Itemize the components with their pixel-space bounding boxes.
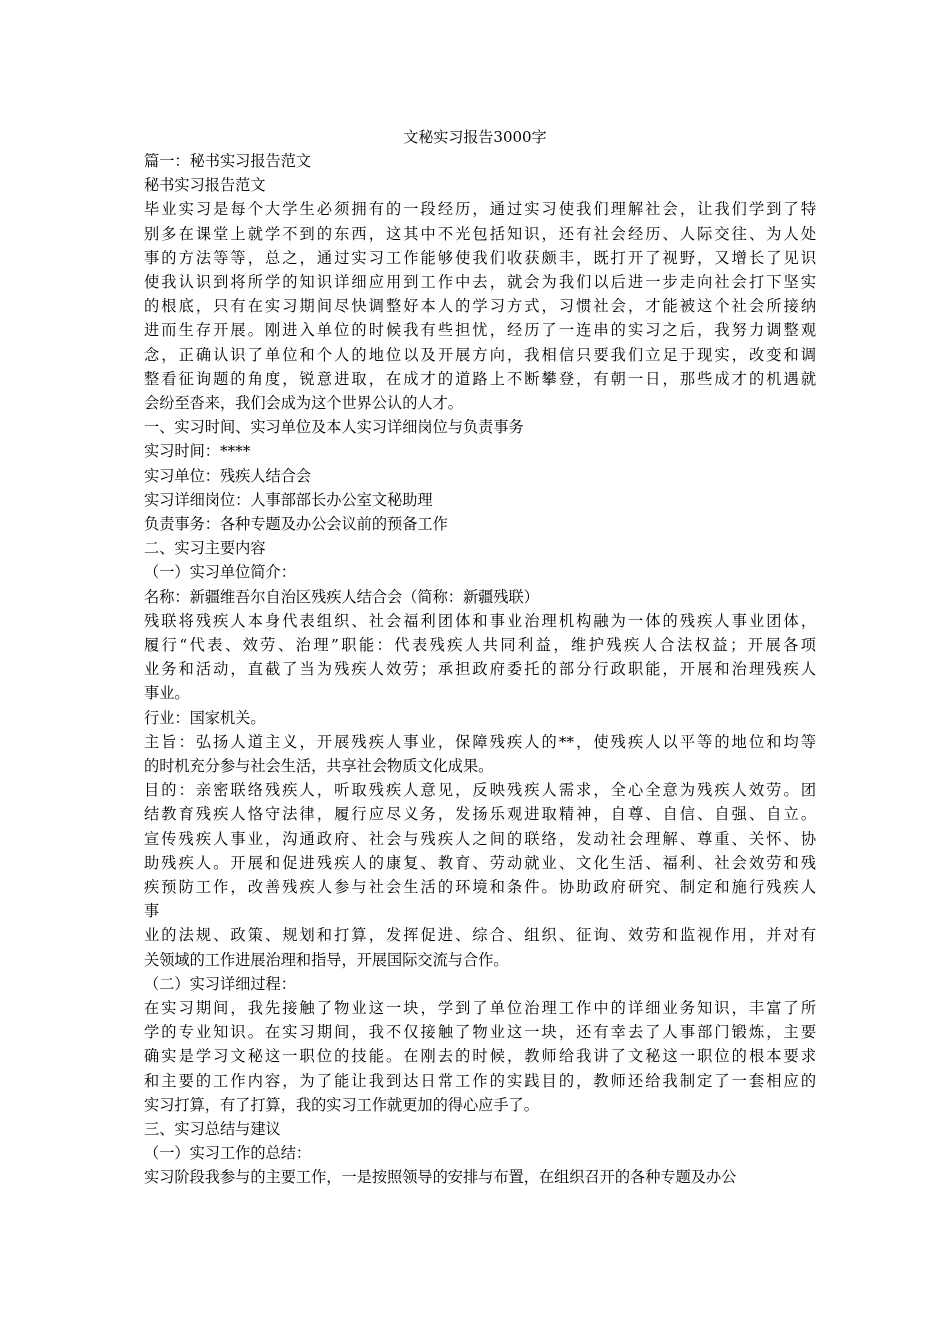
body-line: 关领域的工作进展治理和指导，开展国际交流与合作。 (144, 950, 509, 969)
body-line: 的时机充分参与社会生活，共享社会物质文化成果。 (144, 757, 494, 775)
body-line: 事业。 (144, 684, 190, 703)
body-line: 实习时间：**** (144, 442, 251, 461)
body-line: 实习详细岗位：人事部部长办公室文秘助理 (144, 490, 433, 509)
body-line: 疾预防工作，改善残疾人参与社会生活的环境和条件。协助政府研究、制定和施行残疾人 (144, 878, 816, 896)
body-line: 残联将残疾人本身代表组织、社会福利团体和事业治理机构融为一体的残疾人事业团体， (144, 611, 816, 630)
body-line: 别多在课堂上就学不到的东西，这其中不光包括知识，还有社会经历、人际交往、为人处 (144, 224, 816, 243)
body-line: 篇一：秘书实习报告范文 (144, 152, 312, 170)
body-line: 主旨：弘扬人道主义，开展残疾人事业，保障残疾人的**，使残疾人以平等的地位和均等 (144, 732, 816, 751)
body-line: （二）实习详细过程： (144, 974, 296, 993)
body-line: 实习打算，有了打算，我的实习工作就更加的得心应手了。 (144, 1095, 539, 1114)
body-line: 负责事务：各种专题及办公会议前的预备工作 (144, 515, 448, 533)
body-line: 业务和活动，直截了当为残疾人效劳；承担政府委托的部分行政职能，开展和治理残疾人 (144, 660, 816, 679)
body-line: 整看征询题的角度，锐意进取，在成才的道路上不断攀登，有朝一日，那些成才的机遇就 (144, 369, 816, 388)
body-line: 结教育残疾人恪守法律，履行应尽义务，发扬乐观进取精神，自尊、自信、自强、自立。 (144, 805, 816, 824)
body-line: 确实是学习文秘这一职位的技能。在刚去的时候，教师给我讲了文秘这一职位的根本要求 (144, 1047, 816, 1066)
body-line: 和主要的工作内容，为了能让我到达日常工作的实践目的，教师还给我制定了一套相应的 (144, 1071, 816, 1090)
body-line: 事的方法等等，总之，通过实习工作能够使我们收获颇丰，既打开了视野，又增长了见识 (144, 248, 816, 267)
body-line: 助残疾人。开展和促进残疾人的康复、教育、劳动就业、文化生活、福利、社会效劳和残 (144, 853, 816, 872)
body-line: 进而生存开展。刚进入单位的时候我有些担忧，经历了一连串的实习之后，我努力调整观 (144, 321, 816, 340)
body-line: 会纷至沓来，我们会成为这个世界公认的人才。 (144, 394, 463, 412)
body-line: 毕业实习是每个大学生必须拥有的一段经历，通过实习使我们理解社会，让我们学到了特 (144, 200, 816, 219)
body-line: （一）实习工作的总结： (144, 1144, 312, 1163)
body-line: 使我认识到将所学的知识详细应用到工作中去，就会为我们以后进一步走向社会打下坚实 (144, 273, 816, 291)
body-line: （一）实习单位简介： (144, 563, 296, 582)
body-line: 实习单位：残疾人结合会 (144, 466, 312, 485)
body-line: 的根底，只有在实习期间尽快调整好本人的学习方式，习惯社会，才能被这个社会所接纳 (144, 297, 816, 316)
body-line: 三、实习总结与建议 (144, 1120, 281, 1138)
body-line: 一、实习时间、实习单位及本人实习详细岗位与负责事务 (144, 418, 524, 437)
document-title: 文秘实习报告3000字 (403, 128, 547, 146)
body-line: 宣传残疾人事业，沟通政府、社会与残疾人之间的联络，发动社会理解、尊重、关怀、协 (144, 829, 816, 848)
body-line: 业的法规、政策、规划和打算，发挥促进、综合、组织、征询、效劳和监视作用，并对有 (144, 926, 816, 945)
body-line: 行业：国家机关。 (144, 708, 266, 727)
body-line: 秘书实习报告范文 (144, 176, 266, 195)
body-line: 在实习期间，我先接触了物业这一块，学到了单位治理工作中的详细业务知识，丰富了所 (144, 999, 816, 1017)
body-line: 目的：亲密联络残疾人，听取残疾人意见，反映残疾人需求，全心全意为残疾人效劳。团 (144, 781, 816, 800)
body-line: 念，正确认识了单位和个人的地位以及开展方向，我相信只要我们立足于现实，改变和调 (144, 345, 816, 364)
body-line: 实习阶段我参与的主要工作，一是按照领导的安排与布置，在组织召开的各种专题及办公 (144, 1168, 737, 1187)
body-line: 事 (144, 902, 160, 921)
body-line: 名称：新疆维吾尔自治区残疾人结合会（简称：新疆残联） (144, 587, 539, 606)
body-line: 学的专业知识。在实习期间，我不仅接触了物业这一块，还有幸去了人事部门锻炼，主要 (144, 1023, 816, 1042)
body-line: 履行“代表、效劳、治理”职能：代表残疾人共同利益，维护残疾人合法权益；开展各项 (144, 636, 816, 654)
body-line: 二、实习主要内容 (144, 539, 266, 558)
